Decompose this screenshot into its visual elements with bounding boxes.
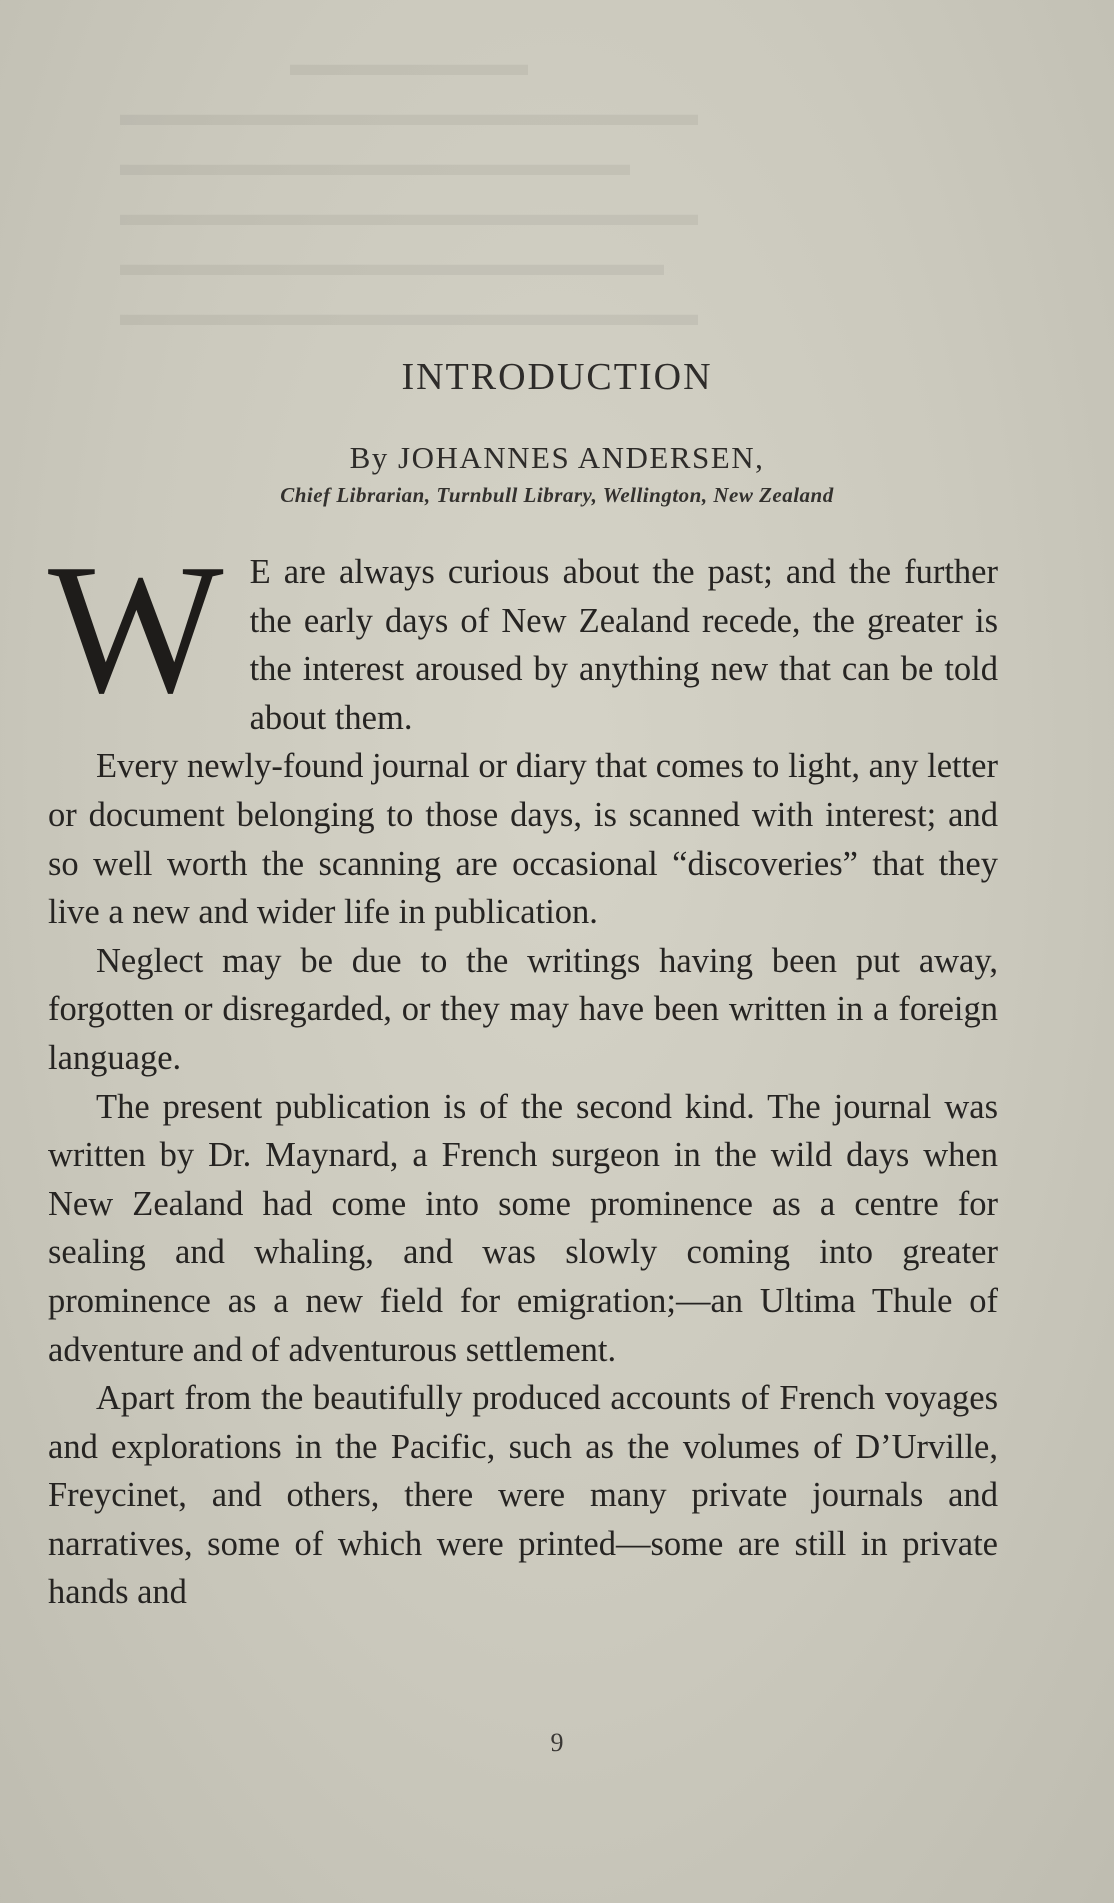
author-affiliation: Chief Librarian, Turnbull Library, Wellington, New Zealand — [280, 483, 834, 507]
paragraph: Neglect may be due to the writings having been put away, forgotten or disregarded, or they may have been written in a foreign language. — [48, 941, 998, 1077]
paragraph-text: E are always curious about the past; and the further the early days of New Zealand recede, the greater is the interest aroused by anything new that can be told about them. — [249, 553, 998, 737]
show-through-texture: ▬▬▬▬▬▬▬ ▬▬▬▬▬▬▬▬▬▬▬▬▬▬▬▬▬ ▬▬▬▬▬▬▬▬▬▬▬▬▬▬▬ ▬▬▬▬▬▬▬▬▬▬▬▬▬▬▬▬▬ ▬▬▬▬▬▬▬▬▬▬▬▬▬▬▬▬ ▬▬▬▬▬▬▬▬▬▬▬▬▬▬▬▬▬ — [120, 46, 698, 333]
paragraph: Apart from the beautifully produced accounts of French voyages and explorations in the Pacific, such as the volumes of D’Urville, Freycinet, and others, there were many private journals and narratives, some of which were printed—some are still in private hands and — [48, 1379, 998, 1612]
page-number: 9 — [550, 1728, 564, 1757]
author-byline: By JOHANNES ANDERSEN, — [349, 440, 765, 475]
body-text — [48, 526, 998, 1617]
chapter-title: INTRODUCTION — [401, 356, 713, 398]
drop-cap: W — [48, 526, 224, 732]
paragraph: Every newly-found journal or diary that comes to light, any letter or document belonging to those days, is scanned with interest; and so well worth the scanning are occasional “discoveries” that they live a new and wider life in publication. — [48, 747, 998, 932]
paragraph: The present publication is of the second kind. The journal was written by Dr. Maynard, a French surgeon in the wild days when New Zealand had come into some prominence as a centre for sealing and whaling, and was slowly coming into greater prominence as a new field for emigration;—an Ultima Thule of adventure and of adventurous settlement. — [48, 1087, 998, 1369]
paragraph — [48, 526, 998, 742]
